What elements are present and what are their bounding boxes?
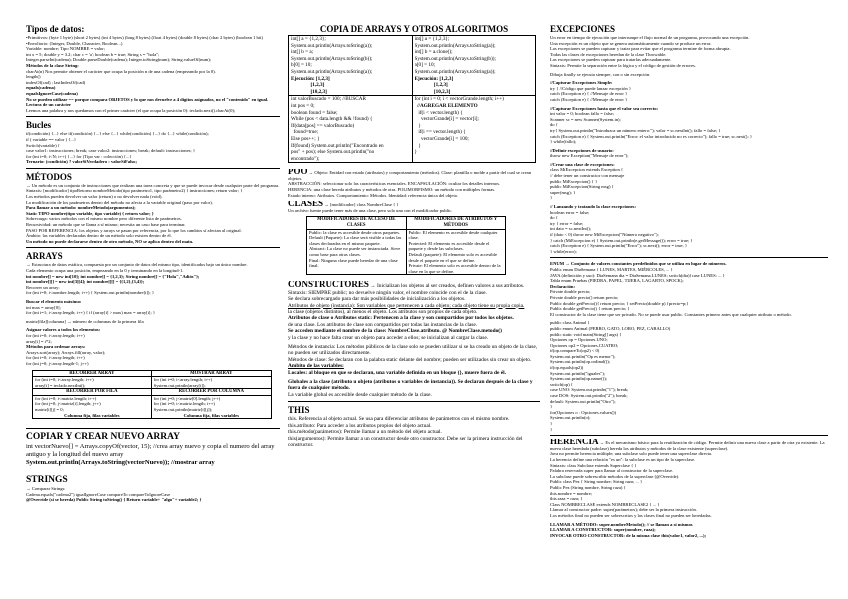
text-line: catch (Exception e) { //Mensaje de error } (550, 96, 628, 102)
bucles-lines (26, 131, 280, 165)
text-line: equals(cadena) (26, 85, 56, 91)
text-line: } while(fallo); (550, 139, 577, 145)
text-line: Class NOMBRECLASE extends NOMBRECLASE2 { ... } (550, 501, 660, 507)
table-header: RECORRER ARRAY (33, 370, 152, 377)
text-line: HERENCIA: una clase hereda atributos y métodos de otra. POLIMORFISMO: un método con múltiples formas. (288, 187, 496, 193)
text-line (288, 201, 540, 208)
cell-text: Protected: El elemento es accesible desde el paquete y desde las subclases. (408, 240, 490, 252)
text-line: Tabla enum Pruebas (PIEDRA, PAPEL, TIJERA, LAGARTO, SPOCK); (550, 278, 684, 284)
tipos-lines (26, 35, 280, 113)
column-left (26, 22, 280, 593)
table-cell (289, 36, 413, 96)
text-line: El constructor de la clase tiene que ser privado. No se puede usar public. Constantes primero antes que cualquier atributo o método. (550, 311, 792, 317)
text-line: Public Pez (String nombre, String raza) { (550, 484, 626, 490)
copia-table (288, 35, 536, 163)
text-line: Cadena.equals("cadena2") igualIgnoreCase compareTo compareToIgnoreCase (26, 491, 171, 497)
text-line: this.método(parámetros): Permite llamar a un método del objeto actual. (288, 429, 442, 436)
code-line: vectorGrande[i] = vector[i]; (414, 116, 479, 123)
table-cell (289, 96, 413, 163)
text-line: ENUM → Conjunto de valores constantes predefinidos que se utiliza en lugar de números. (550, 261, 727, 267)
code-line: System.out.println(Arrays.toString(b)); (291, 55, 373, 62)
code-line: While (pos < data.length && !found) { (291, 116, 373, 123)
divider (26, 116, 280, 117)
text-line: Llamar al constructor padre: super(parámetros); debe ser la primera instrucción. (550, 507, 697, 513)
section-title-strings: STRINGS (26, 475, 68, 486)
code-line: b[0] = 10; (291, 62, 312, 69)
text-line: public static void main(String[] args) { (550, 331, 622, 337)
text-line: Sintaxis: class Subclase extends Superclase { } (550, 462, 637, 468)
cell-text: for (int i=0; i<array.length; i++) (35, 377, 94, 383)
text-line: int x = 5; double y = 3.2; char c = 'a'; boolean b = true; String s = "hola"; (26, 51, 160, 57)
text-line: public MiExcepcion() { } (550, 178, 598, 184)
divider (288, 401, 540, 402)
table-row (307, 229, 506, 275)
code-line: System.out.println(Arrays.toString(a)); (291, 68, 373, 75)
table-row (33, 370, 272, 377)
code-line: int pos = 0; (291, 102, 315, 109)
code-line: int[] b = a; (291, 49, 314, 56)
text-line: this.nombre = nombre; (550, 490, 593, 496)
text-line: Estado interno: Atributos. Comportamiento: Métodos. Identidad: referencia única del objeto. (288, 192, 459, 198)
spacer (26, 467, 280, 473)
table-header: RECORRER POR FILA (33, 389, 152, 396)
text-line: for (int i=0; i<array.length; i++) (26, 355, 85, 361)
cell-text: Public: El elemento es accesible desde cualquier clase. (408, 229, 498, 241)
text-line: // debe tener un constructor con mensaje (550, 173, 625, 179)
code-line: if(i == vector.length) { (414, 129, 466, 136)
text-line: La variable global es accesible desde cualquier método de la clase. (288, 391, 432, 398)
text-line: boolean error = false; (550, 209, 590, 215)
text-line: No se pueden utilizar == porque compara OBJETOS y lo que nos devuelve a 4 dígitos asignados, no el "contenido" en igual. (26, 96, 269, 102)
text-line: public enum Animal (PERRO, GATO, LORO, PEZ, CABALLO) (550, 325, 671, 331)
text-line: if (dato < 0) throw new MiExcepcion("Número negativo"); (550, 232, 659, 237)
text-line: catch (Exception e) { System.out.println("Error"); sc.next(); error = true; } (550, 243, 688, 249)
text-line: } catch (MiExcepcion e) { System.out.println(e.getMessage()); error = true; } (550, 237, 693, 243)
text-line: matriz[fila][columna] → número de columnas de la primera fila (26, 318, 144, 324)
table-row (33, 389, 272, 396)
table-header: MODIFICADORES DE ATRIBUTOS Y MÉTODOS (406, 217, 506, 229)
text-line: this. Referencia al objeto actual. Se usa para diferenciar atributos de parámetros con el mismo nombre. (288, 416, 510, 423)
text-line: try { error = false; (550, 220, 584, 226)
text-line: Public enum DiaSemana { LUNES, MARTES, MIÉRCOLES, ... } (550, 266, 673, 272)
cell-text: Default (paquete): El elemento solo es accesible desde el paquete en el que se define. (408, 252, 498, 263)
text-line: JAVA (definición y uso): DiaSemana dia = DiaSemana.LUNES; switch(dia){case LUNES: ... } (550, 272, 725, 278)
text-line: Sintaxis: [modificador] tipoRetorno nombreMetodo(tipo parámetro1, tipo parámetro2) { instrucciones; return valor; } (26, 188, 243, 194)
code-line: [10,2,3] (414, 88, 451, 95)
cell-text: Columna fija, filas variables (183, 412, 240, 418)
text-line: Los métodos pueden devolver un valor (return) o no devolver nada (void). (26, 194, 163, 200)
text-line: Private double precio; (550, 289, 591, 295)
text-line: Las excepciones se pueden capturar para tratarlas adecuadamente. (550, 57, 672, 63)
text-line: this.atributo: Para acceder a los atributos propios del objeto actual. (288, 422, 432, 429)
code-line: encontrado"); (291, 155, 320, 162)
cell-text: Final: Ninguna clase puede heredar de una clase final. (309, 257, 398, 269)
text-line: La subclase puede sobrescribir métodos de la superclase (@Override). (550, 473, 680, 479)
table-row (307, 217, 506, 229)
text-line: case valor1: instrucciones; break; case valor2: instrucciones; break; default: instrucciones; } (26, 148, 196, 154)
section-title-copiar: COPIAR Y CREAR NUEVO ARRAY (26, 432, 180, 443)
text-line: this.raza = raza; } (550, 496, 583, 502)
text-line: Opciones op = Opciones.UNO; (550, 337, 608, 343)
cell-text: Public: la clase es accesible desde otros paquetes. (309, 229, 401, 235)
table-cell (412, 96, 536, 163)
section-title-bucles: Bucles (26, 120, 52, 131)
text-line: charAt(n) Nos permite obtener el carácter que ocupa la posición n de una cadena (empezando por la 0). (26, 68, 216, 74)
text-line: de una clase. Los atributos de clase son compartidos por todas las instancias de la clase. (288, 321, 478, 328)
text-line: Cada elemento ocupa una posición, empezando en la 0 y terminando en la longitud-1. (26, 268, 184, 273)
globales-block (288, 379, 540, 398)
text-line: Public class Pez { String nombre; String raza; ... } (550, 479, 643, 485)
text-line: •Primitivos: (byte 1 byte) (short 2 bytes) (int 4 bytes) (long 8 bytes) (float 4 bytes) (double 8 bytes) (char 2 bytes) (boolean 1 bit) (26, 35, 263, 40)
code-line: System.out.println(Arrays.toString(a)); (414, 42, 496, 49)
table-cell (33, 395, 152, 418)
text-line: la clase (objetos distintos), al menos el objeto. Los atributos son propios de cada objeto. (288, 309, 478, 315)
text-line: for (int i=0; i<nombre.length; i++) { System.out.println(nombre[i]); } (26, 290, 155, 296)
text-line: if ( variable == valor ) {...} (26, 136, 77, 142)
text-line: Lectura de un carácter (26, 102, 72, 108)
text-line: PASO POR REFERENCIA: los objetos y arrays se pasan por referencia, por lo que los cambios sí afectan al original. (26, 227, 242, 233)
section-title-excepciones: EXCEPCIONES (550, 24, 616, 34)
table-row (33, 395, 272, 418)
code-line: pos" + pos); else System.out.println("no (291, 149, 375, 156)
enum-lines (550, 261, 828, 432)
text-span: → [modificador] class NombreClase { } (324, 202, 399, 208)
text-line: Un error en tiempo de ejecución que interrumpe el flujo normal de un programa, provocando una excepción. (550, 35, 750, 40)
text-line: Scanner sc = new Scanner(System.in); (550, 116, 621, 122)
text-line: Ámbito: las variables declaradas dentro de un método solo existen dentro de él. (26, 233, 172, 239)
text-line: Las excepciones se pueden capturar y tratar para evitar que el programa termine de forma abrupta. (550, 46, 731, 52)
text-line: length() (26, 74, 41, 80)
this-block (288, 416, 540, 448)
code-line: If(data[pos] == valorBuscado) (291, 122, 355, 129)
text-line: Private double precio() return precio; (550, 294, 619, 300)
text-line: case DOS: System.out.println("2"); break; (550, 393, 628, 399)
text-line: Locales: al bloque en que se declaran, una variable definida en un bloque {}, muere fuera de él. (288, 369, 506, 376)
text-line: Sintaxis: Permite la separación entre la lógica y el código de gestión de errores. (550, 62, 696, 68)
cell-text: for (int i=0; i<matriz.length; i++) (153, 401, 215, 407)
code-line: System.out.println(Arrays.toString(b)); (414, 55, 496, 62)
text-line: if(op.equals(op2)) (550, 365, 584, 371)
text-line: Atributos de objeto (instancia): Son variables que pertenecen a cada objeto; cada objeto tiene su propia copia. (288, 302, 525, 309)
text-line: int nombre[][] = new int[3][4]; int nombre[][] = {{1,2},{3,4}}; (26, 279, 145, 285)
cell-text: Abstract: La clase no puede ser instanciada. Sirve como base para otras clases. (309, 246, 401, 257)
text-line: public MiExcepcion(String msg) { (550, 184, 614, 190)
text-line: Los métodos final no pueden ser sobrescritos y las clases final no pueden ser heredadas. (550, 512, 712, 518)
text-line: y la clase y no hace falta crear un objeto para acceder a ellos; se inicializan al cargar la clase. (288, 334, 489, 341)
text-line: Leemos una palabra y nos quedamos con el primer carácter (el que ocupa la posición 0): teclado.next().charAt(0); (26, 107, 236, 113)
text-line: System.out.println(op.ordinal()); (550, 359, 611, 365)
text-line (288, 169, 540, 181)
table-cell (406, 229, 506, 275)
table-cell (151, 395, 271, 418)
code-line: } (414, 122, 421, 129)
section-title-tipos: Tipos de datos: (26, 24, 85, 34)
text-line: do { (550, 215, 558, 221)
code-line: [1,2,3] (291, 82, 325, 89)
constructores-block (288, 281, 540, 376)
copiar-code-1: int vectorNuevo[] = Arrays.copyOf(vector, 15); //crea array nuevo y copia el numero del array antiguo y la longitud del nuevo array (26, 443, 275, 459)
arrays-table (32, 370, 272, 420)
text-line: do { (550, 122, 558, 128)
cell-text: for (int j=0; j<matriz[0].length; j++) (153, 395, 221, 401)
code-line: a[0] = 10; (414, 62, 435, 69)
text-line: if(condición) {...} else if(condición) {...} else {...} while(condición) {...} do {...} while(condición); (26, 131, 209, 137)
code-line: If(found) System.out.println("Encontrado en (291, 142, 384, 149)
text-line: Public double getPrecio(){ return precio; } setPrecio(double p) {precio=p;} (550, 300, 689, 306)
text-line: Switch(variable) { (26, 142, 60, 148)
herencia-lines (550, 451, 828, 538)
code-line: found=true; (291, 129, 319, 136)
text-line: Atributos de clase o Atributos static: Pertenecen a la clase y son compartidos por todos los objetos. (288, 315, 514, 322)
cell-text: System.out.println(array[i]); (153, 382, 206, 388)
text-line: Ternario: (condición) ? valorSiVerdadero : valorSiFalso; (26, 159, 137, 165)
text-line: Recorrer un array: (26, 284, 60, 290)
text-line: Arrays.sort(array); Arrays.fill(array, valor); (26, 349, 106, 355)
cell-text: for (int j=0; j<matriz[i].length; j++) (35, 401, 101, 407)
text-line: Sobrecarga: varios métodos con el mismo nombre pero diferente lista de parámetros. (26, 216, 182, 222)
text-span: → Objeto: Entidad con estado (atributos) y comportamiento (métodos). Clase: plantilla o molde a partir del cual se crean objetos. (288, 170, 532, 181)
text-line: int nombre[] = new int[10]; int nombre[] = {1,2,3}; String nombre[] = {"Hola","Adiós"}; (26, 273, 200, 279)
text-line: Una excepción es un objeto que se genera automáticamente cuando se produce un error. (550, 40, 712, 46)
metodos-lines (26, 183, 280, 245)
text-line: Un método no puede declararse dentro de otro método, NO se aplica dentro del main. (26, 238, 194, 244)
divider (26, 428, 280, 429)
text-line: LLAMAR A MÉTODO: super.nombreMetodo(); // se llaman a sí mismos (550, 521, 693, 527)
text-line: for (int j=0; j<array.length-1; j++) (26, 360, 89, 366)
text-line: } (550, 404, 553, 410)
code-line: [1,2,3] (414, 82, 448, 89)
code-line: [10,2,3] (291, 88, 327, 95)
section-title-metodos: MÉTODOS (26, 171, 72, 182)
cell-text: System.out.println(matriz[i][j]); (153, 407, 213, 413)
cell-text: Columna fija, filas variables (64, 412, 120, 418)
text-line: → Comparar Strings: (26, 486, 66, 492)
herencia-intro (550, 439, 828, 451)
column-middle (288, 22, 540, 593)
text-line: } (550, 426, 553, 432)
text-line: default: System.out.println("Otro"); (550, 398, 616, 404)
text-line: equalsIgnoreCase(cadena) (26, 90, 78, 96)
excepciones-lines (550, 35, 828, 254)
text-line: Static TIPO nombre(tipo variable, tipo variable) { return valor; } (26, 210, 154, 216)
text-line: System.out.println("Op es menor"); (550, 353, 616, 359)
text-line: for (int i=0; i<N; i++) {...} for (Tipo var : colección) {...} (26, 153, 132, 159)
text-line: Public double getPrecio() { return precio; } (550, 306, 630, 312)
text-line: ABSTRACCIÓN: seleccionar solo las características esenciales. ENCAPSULACIÓN: ocultar los detalles internos. (288, 181, 501, 187)
text-line: Palabra reservada super para llamar al constructor de la superclase. (550, 468, 674, 474)
text-line: //Crear una clase de excepciones: (550, 161, 615, 167)
text-line: catch (Exception e) { System.out.println("Error: el valor introducido no es correcto"); fallo = true; sc.next(); } (550, 133, 753, 139)
code-line: int[] a = {1,2,3}; (291, 36, 326, 42)
text-line: Métodos de clase: Se declaran con la palabra static delante del nombre; pueden ser utilizados sin crear un objeto. (288, 356, 532, 363)
text-line: //Definir excepciones de usuario: (550, 147, 614, 153)
text-line: Opciones op2 = Opciones.CUATRO; (550, 342, 619, 348)
column-right (550, 22, 828, 593)
text-line: Integer.parseInt(cadena); Double.parseDouble(cadena); Integer.toString(num); String.valueOf(num); (26, 57, 212, 63)
text-line: super(msg); } (550, 189, 576, 195)
text-line: → Estructura de datos estática, compuesta por un conjunto de datos del mismo tipo, identificados bajo un único nombre. (26, 262, 248, 268)
text-line: } (550, 421, 553, 426)
text-line: public class Animal { (550, 320, 590, 326)
text-line: LLAMAR A CONSTRUCTOR: super(nombre, raza); (550, 527, 656, 533)
code-line: System.out.println(Arrays.toString(a)); (291, 42, 373, 49)
text-line: // Lanzando y tratando la clase excepciones: (550, 204, 637, 210)
text-line: Declaración: (550, 283, 576, 289)
text-line: indexOf(cad) ; lastIndexOf(cad) (26, 79, 86, 85)
code-line: if(i < vector.length) { (414, 109, 463, 116)
cell-text: Private: El elemento solo es accesible dentro de la clase en la que se define. (408, 263, 501, 274)
section-title-herencia: HERENCIA (550, 439, 599, 447)
section-title-arrays: ARRAYS (26, 251, 63, 262)
text-line: for (int i=1; i<array.length; i++) { if (array[i] > max) max = array[i]; } (26, 310, 156, 316)
text-line: int max = array[0]; (26, 304, 61, 310)
code-line: } (414, 149, 417, 156)
text-line: System.out.println(op.name()); (550, 376, 608, 382)
table-cell (33, 377, 152, 389)
text-line: → Un método es un conjunto de instrucciones que realizan una tarea concreta y que se puede invocar desde cualquier parte del programa. (26, 182, 280, 188)
text-line: Recursividad: un método que se llama a sí mismo; necesita un caso base para terminar. (26, 222, 186, 228)
arrays-lines (26, 262, 280, 366)
code-line: Else pos++; } (291, 135, 320, 142)
cell-text: for (int i=0; i<matriz.length; i++) (35, 395, 97, 401)
text-span: → Inicializan los objetos al ser creados, definen valores a sus atributos. Sintaxis: SIEMPRE public; no devuelve ningún valor, el nombre coincide con el de la clase. (288, 283, 525, 296)
table-row (289, 96, 536, 163)
text-line: System.out.println("iguales"); (550, 370, 606, 376)
code-line: boolean found = false; (291, 109, 338, 116)
table-header: MOSTRAR ARRAY (151, 370, 271, 377)
text-line: INVOCAR OTRO CONSTRUCTOR: de la misma clase this(valor1, valor2, ...); (550, 532, 707, 538)
text-line: Globales a la clase (atributo u objeto (atributos o variables de instancia)). Se declaran después de la clase y fuera de cualquier método. (288, 379, 533, 392)
divider (26, 247, 280, 248)
text-line: Métodos para ordenar arrays: (26, 344, 86, 350)
text-line: System.out.println(o); (550, 415, 591, 421)
text-line: Buscar el elemento máximo: (26, 298, 82, 304)
poo-block (288, 169, 540, 198)
divider (26, 168, 280, 169)
cell-text: for (int i=0; i<array.length; i++) (153, 377, 213, 383)
text-line: Se declara sobrecargado para dar más posibilidades de inicialización a los objetos. (288, 296, 466, 303)
section-title-copia: COPIA DE ARRAYS Y OTROS ALGORITMOS (319, 24, 509, 34)
text-line: array[i] = i*2; (26, 338, 52, 344)
text-span: → Es el mecanismo básico para la reutilización de código. Permite definir una nueva clase a partir de otra ya existente. La nueva clase heredada (subclase) hereda los atributos y métodos de la clase existente (superclase). (550, 440, 825, 451)
text-line: case UNO: System.out.println("1"); break; (550, 387, 629, 393)
text-line: if(op.compareTo(op2) < 0) (550, 348, 600, 354)
table-cell (412, 36, 536, 96)
table-header: RECORRER POR COLUMNA (151, 389, 271, 396)
code-line: Ejecución: [1,2,3] (414, 75, 454, 82)
text-line: Java no permite herencia múltiple; una subclase solo puede tener una superclase directa. (550, 451, 713, 457)
table-header: MODIFICADORES DE ACCESO DE CLASES (307, 217, 407, 229)
table-row (289, 36, 536, 96)
text-line: Variable: nombre; Tipo NOMBRE = valor; (26, 46, 106, 52)
code-line: vectorGrande[i] = 100; (414, 135, 469, 142)
text-line: //Capturar Excepciones Simple: (550, 80, 613, 86)
cell-text: array[i] = teclado.nextInt(); (35, 382, 86, 388)
modificadores-table (306, 216, 506, 275)
section-title-clases: CLASES (288, 201, 324, 208)
text-line: this(argumentos): Permite llamar a un constructor desde otro constructor. Debe ser la primera instrucción del constructor. (288, 435, 523, 448)
text-line: @Override (si se hereda) Public String toString() { Return variable+ "algo"+ variable2; } (26, 497, 202, 503)
code-line: int valorBuscado = 100; //BUSCAR (291, 96, 366, 103)
text-line: int valor = 0; boolean fallo = false; (550, 111, 614, 117)
code-line: //AGREGAR ELEMENTO (414, 102, 478, 109)
section-title-this: THIS (288, 405, 310, 416)
text-line: Métodos de instancia: Los métodos públicos de la clase solo se pueden utilizar si se ha creado un objeto de la clase, no pueden ser utilizados directamente. (288, 344, 538, 357)
text-line: } while(error); (550, 248, 577, 254)
code-line: int[] b = a.clone(); (414, 49, 453, 56)
clases-block (288, 201, 540, 213)
text-line: Métodos de la clase String: (26, 62, 79, 68)
text-line: for (int i=0; i<array.length; i++) (26, 332, 85, 338)
text-line: Asignar valores a todos los elementos: (26, 327, 101, 333)
spacer (26, 419, 280, 425)
cell-text: matriz[i][j] = 0; (35, 407, 64, 413)
table-cell (151, 377, 271, 389)
text-line: try{ System.out.println("Introduzca un número entero:"); valor = sc.nextInt(); fallo = false; } (550, 127, 721, 133)
text-line: Dibuja finally se ejecuta siempre, con o sin excepción. (550, 71, 651, 77)
text-line: class MiExcepcion extends Exception { (550, 167, 624, 173)
text-line (288, 281, 540, 296)
text-line: La modificación de los parámetros dentro del método no afecta a la variable original (paso por valor). (26, 199, 213, 205)
text-line: throw new Exception("Mensaje de error"); (550, 153, 629, 159)
text-line: switch(op) { (550, 381, 574, 387)
table-row (33, 377, 272, 389)
text-line: } (550, 195, 553, 201)
text-line: try { //Código que puede lanzar excepción } (550, 85, 632, 91)
text-line: catch (Exception e) { //Mensaje de error } (550, 91, 628, 97)
cell-text: Default (Paquete): La clase será visible a todas las clases declaradas en el mismo paquete. (309, 235, 402, 246)
divider (550, 435, 828, 436)
text-line: for(Opciones o : Opciones.values()) (550, 409, 617, 415)
text-line: //Capturar Excepciones hasta que el valor sea correcto: (550, 105, 659, 111)
text-line: int dato = sc.nextInt(); (550, 226, 592, 232)
code-line: System.out.println(Arrays.toString(a)); (414, 68, 496, 75)
code-line: Ejecución: [1,2,3] (291, 75, 330, 82)
text-line: La herencia define una relación "es un": la subclase es un tipo de la superclase. (550, 456, 696, 462)
text-line: •Envoltorio: (Integer, Double, Character, Boolean...) (26, 40, 123, 46)
section-title-poo: POO (288, 169, 308, 177)
code-line: for (int i = 0; i < vectorGrande.length; i++) (414, 96, 504, 103)
copiar-code-2: System.out.println(Arrays.toString(vectorNuevo)); //mostrar array (26, 459, 215, 467)
table-cell (307, 229, 407, 275)
text-line: Todas las clases de excepciones heredan de la clase Throwable. (550, 51, 667, 57)
text-line: Para llamar a un método: nombreMetodo(argumentos); (26, 205, 136, 211)
code-line: int[] a = {1,2,3}; (414, 36, 450, 42)
text-line: Se acceden mediante el nombre de la clase: NombreClase.atributo. @ NombreClase.metodo() (288, 328, 502, 335)
text-line: Un archivo fuente puede tener más de una clase, pero solo una con el modificador public. (288, 207, 453, 213)
text-line: Ámbito de las variables: (288, 363, 344, 370)
code-line: } (414, 142, 421, 149)
section-title-constructores: CONSTRUCTORES (288, 281, 369, 290)
divider (550, 257, 828, 258)
